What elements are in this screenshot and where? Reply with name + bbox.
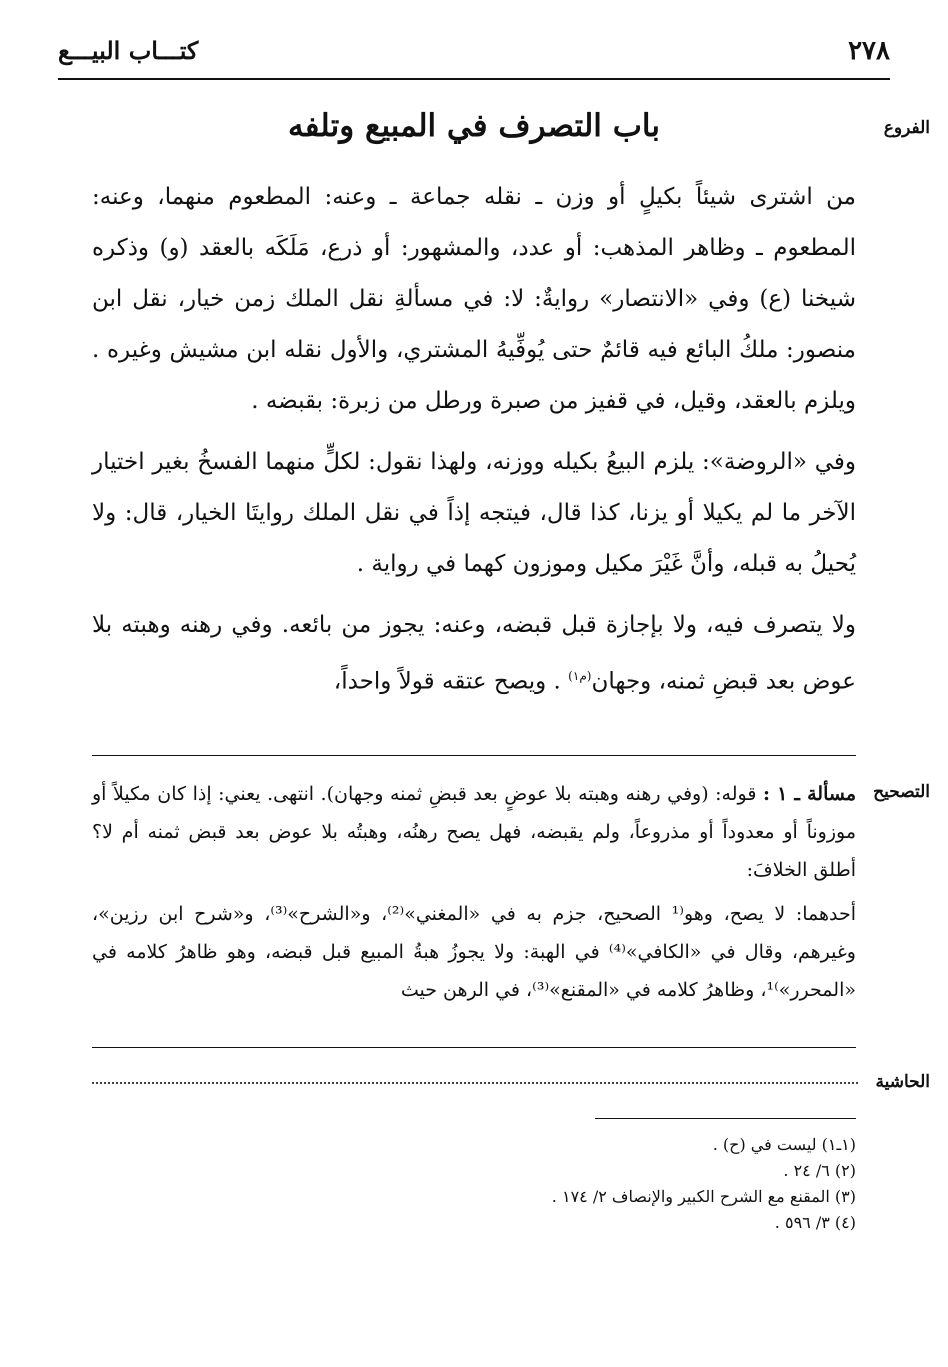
page-header [58, 30, 890, 80]
main-paragraph-3-tail: . ويصح عتقه قولاً واحداً، [333, 668, 569, 695]
main-paragraph-1: من اشترى شيئاً بكيلٍ أو وزن ـ نقله جماعة ـ وعنه: المطعوم منهما، وعنه: المطعوم ـ وظاهر المذهب: أو عدد، والمشهور: أو ذرع، مَلَكَه بالعقد (و) وذكره شيخنا (ع) وفي «الانتصار» روايةٌ: لا: في مسألةِ نقل الملك زمن خيار، نقل ابن منصور: ملكُ البائع فيه قائمٌ حتى يُوفِّيهُ المشتري، والأول نقله ابن مشيش وغيره . ويلزم بالعقد، وقيل، في قفيز من صبرة ورطل من زبرة: بقبضه . [92, 184, 856, 414]
main-text [92, 172, 856, 718]
footnote-2: (٢) ٦/ ٢٤ . [783, 1161, 856, 1180]
footnote-separator [595, 1118, 856, 1119]
side-label-hashiya: الحاشية [875, 1072, 930, 1092]
footnote-1: (١ـ١) ليست في (ح) . [712, 1135, 856, 1154]
header-rule [58, 78, 890, 80]
main-paragraph-3 [92, 600, 856, 708]
hashiya-separator [92, 1047, 856, 1048]
side-label-furu: الفروع [883, 118, 930, 138]
running-title: كتـــاب البيـــع [58, 36, 199, 65]
tashih-paragraph-1 [92, 775, 856, 889]
issue-label: مسألة ـ ١ : [762, 783, 857, 805]
chapter-title: باب التصرف في المبيع وتلفه [288, 108, 660, 144]
tashih-separator [92, 755, 856, 756]
footnote-4: (٤) ٣/ ٥٩٦ . [774, 1213, 856, 1232]
tashih-paragraph-2: أحدهما: لا يصح، وهو⁽¹ الصحيح، جزم به في «المغني»⁽²⁾، و«الشرح»⁽³⁾، و«شرح ابن رزين»، وغيرهم، وقال في «الكافي»⁽⁴⁾ في الهبة: ولا يجوزُ هبةُ المبيع قبل قبضه، وهو ظاهرُ كلامه في «المحرر»⁾¹، وظاهرُ كلامه في «المقنع»⁽³⁾، في الرهن حيث [92, 903, 857, 1001]
main-paragraph-3-text: ولا يتصرف فيه، ولا بإجازة قبل قبضه، وعنه: يجوز من بائعه. وفي رهنه وهبته بلا عوض بعد قبضِ ثمنه، وجهان [92, 612, 856, 695]
main-paragraph-2: وفي «الروضة»: يلزم البيعُ بكيله ووزنه، ولهذا نقول: لكلٍّ منهما الفسخُ بغير اختيار الآخر ما لم يكيلا أو يزنا، كذا قال، فيتجه إذاً في نقل الملك روايتَا الخيار، قال: ولا يُحيلُ به قبله، وأنَّ غَيْرَ مكيل وموزون كهما في رواية . [92, 449, 856, 577]
issue-marker: (م١) [568, 669, 592, 683]
hashiya-dotted-line [92, 1082, 858, 1084]
tashih-text [92, 775, 856, 1015]
footnote-3: (٣) المقنع مع الشرح الكبير والإنصاف ٢/ ١٧٤ . [551, 1187, 856, 1206]
footnotes [300, 1132, 856, 1236]
page-number: ٢٧٨ [848, 36, 890, 66]
tashih-paragraph-1-text: قوله: (وفي رهنه وهبته بلا عوضٍ بعد قبضِ ثمنه وجهان). انتهى. يعني: إذا كان مكيلاً أو موزوناً أو معدوداً أو مذروعاً، ولم يقبضه، فهل يصح رهنُه، وهبتُه بلا عوض بعد قبض ثمنه أم لا؟ أطلق الخلافَ: [92, 783, 856, 881]
side-label-tashih: التصحيح [873, 782, 930, 802]
